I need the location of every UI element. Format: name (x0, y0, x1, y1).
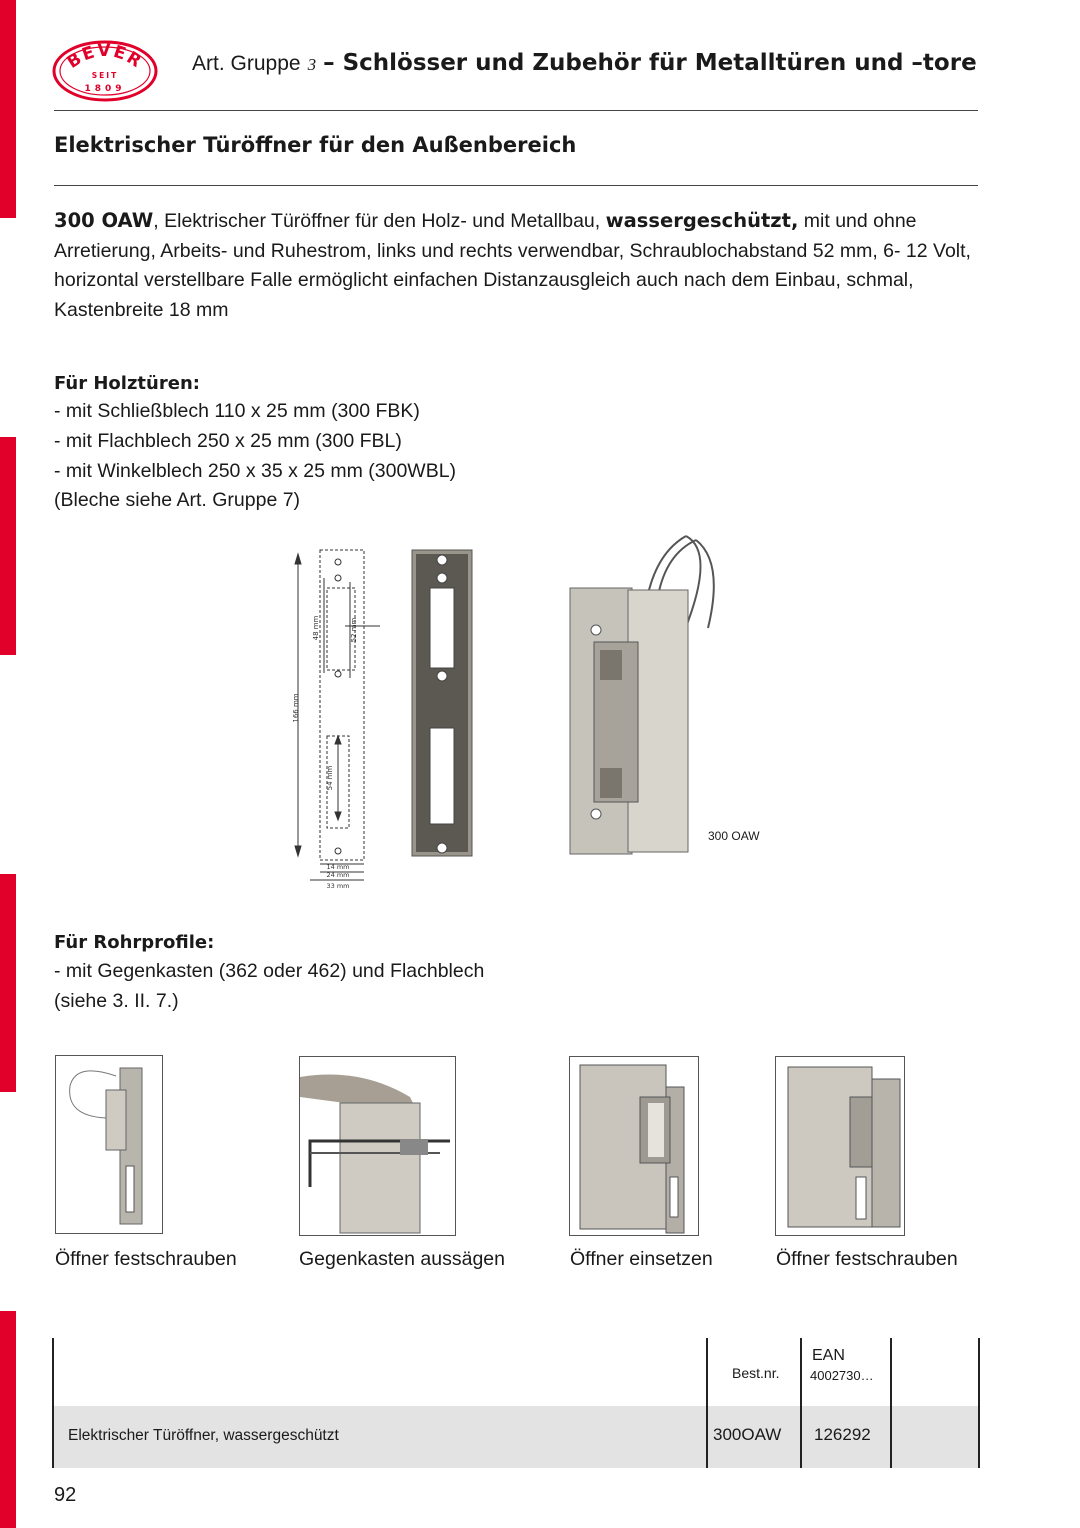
svg-text:166 mm: 166 mm (292, 693, 300, 723)
list-item: - mit Winkelblech 250 x 35 x 25 mm (300WBL) (54, 459, 457, 482)
list-item: - mit Gegenkasten (362 oder 462) und Flachblech (54, 960, 485, 982)
row-bestnr: 300OAW (713, 1425, 782, 1444)
svg-text:BEVER: BEVER (63, 40, 147, 73)
rohr-title: Für Rohrprofile: (54, 932, 215, 953)
list-item: (Bleche siehe Art. Gruppe 7) (54, 489, 301, 512)
group-label: Art. Gruppe (192, 52, 301, 75)
ean-prefix: 4002730… (810, 1368, 874, 1383)
highlight-text: wassergeschützt, (605, 209, 799, 232)
row-ean: 126292 (814, 1425, 871, 1444)
svg-text:1809: 1809 (84, 84, 126, 94)
bever-logo (52, 40, 158, 102)
door-opener-image (566, 532, 722, 858)
product-label: 300 OAW (708, 829, 760, 843)
edge-tab (0, 1311, 16, 1528)
svg-text:52 mm: 52 mm (350, 617, 358, 643)
divider (54, 110, 978, 111)
list-item: - mit Flachblech 250 x 25 mm (300 FBL) (54, 429, 402, 452)
rohr-list (54, 957, 484, 1017)
strike-plate-image (410, 548, 474, 860)
page-number: 92 (54, 1484, 77, 1506)
svg-text:48 mm: 48 mm (312, 615, 320, 641)
step-caption: Öffner festschrauben (55, 1248, 237, 1270)
list-item: (siehe 3. II. 7.) (54, 989, 179, 1012)
row-description: Elektrischer Türöffner, wassergeschützt (68, 1427, 339, 1444)
list-item: - mit Schließblech 110 x 25 mm (300 FBK) (54, 400, 420, 422)
product-description: 300 OAW, Elektrischer Türöffner für den Holz- und Metallbau, wassergeschützt, mit und ohne Arretierung, Arbeits- und Ruhestrom, links und rechts verwendbar, Schraublochabstand 52 mm, 6- 12 Volt, horizontal verstellbare Falle ermöglicht einfachen Distanzausgleich auch nach dem Einbau, schmal, Kastenbreite 18 mm (54, 209, 971, 321)
svg-text:24 mm: 24 mm (326, 871, 350, 879)
edge-tab (0, 437, 16, 655)
step-caption: Gegenkasten aussägen (299, 1248, 505, 1270)
svg-text:SEIT: SEIT (91, 71, 119, 80)
step-photo-1 (55, 1055, 163, 1234)
step-caption: Öffner festschrauben (776, 1248, 958, 1270)
page-header (192, 50, 977, 76)
holz-list (54, 397, 456, 516)
bestnr-header: Best.nr. (732, 1365, 780, 1381)
group-number: 3 (307, 55, 317, 74)
step-photo-2 (299, 1056, 456, 1236)
order-table (52, 1338, 980, 1468)
svg-text:54 mm: 54 mm (326, 765, 334, 791)
divider (54, 185, 978, 186)
step-photo-3 (569, 1056, 699, 1236)
step-caption: Öffner einsetzen (570, 1248, 713, 1270)
edge-tab (0, 874, 16, 1092)
ean-header: EAN (812, 1347, 845, 1364)
header-title: – Schlösser und Zubehör für Metalltüren und –tore (323, 50, 977, 76)
holz-title: Für Holztüren: (54, 373, 200, 394)
model-name: 300 OAW (54, 209, 154, 232)
technical-drawing (280, 548, 380, 893)
svg-text:14 mm: 14 mm (326, 863, 350, 871)
edge-tab (0, 0, 16, 218)
step-photo-4 (775, 1056, 905, 1236)
svg-text:33 mm: 33 mm (326, 882, 350, 890)
section-title: Elektrischer Türöffner für den Außenbereich (54, 133, 577, 157)
